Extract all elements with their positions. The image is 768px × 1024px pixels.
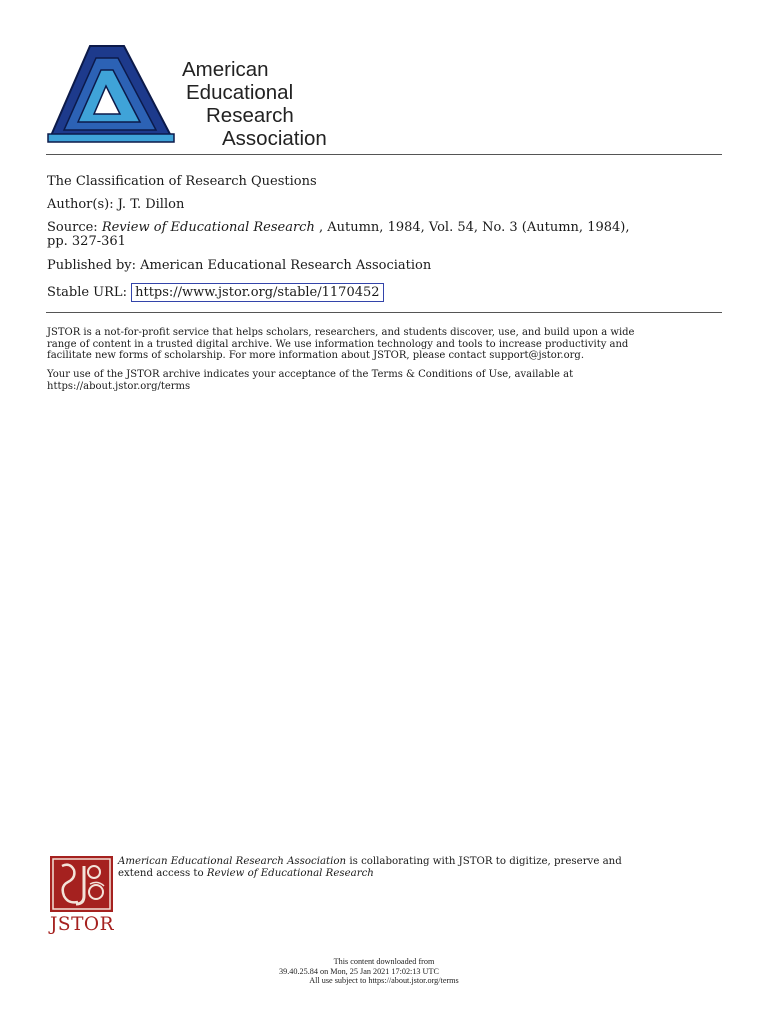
source-line (47, 220, 727, 235)
source-pages: pp. 327-361 (47, 234, 126, 249)
top-divider (46, 154, 722, 155)
aera-logo (46, 42, 342, 150)
aera-logo-text (182, 58, 327, 150)
authors-line (47, 197, 727, 212)
notice-terms-link[interactable]: https://about.jstor.org/terms (47, 380, 191, 392)
notice-line: JSTOR is a not-for-profit service that helps scholars, researchers, and students discover, use, and build upon a wide (47, 327, 635, 338)
article-title: The Classification of Research Questions (47, 174, 317, 189)
jstor-wordmark: JSTOR (50, 914, 115, 935)
footer-line: 39.40.25.84 on Mon, 25 Jan 2021 17:02:13 UTC (279, 966, 439, 976)
stable-url-link[interactable]: https://www.jstor.org/stable/1170452 (131, 283, 383, 302)
authors-label: Author(s): (47, 197, 114, 212)
notice-line: Your use of the JSTOR archive indicates your acceptance of the Terms & Conditions of Use, available at (47, 369, 574, 380)
footer-line: This content downloaded from (333, 957, 435, 966)
notice-line: facilitate new forms of scholarship. For more information about JSTOR, please contact support@jstor.org. (47, 350, 584, 361)
logo-line-1: American (182, 58, 269, 81)
collab-prefix: extend access to (118, 868, 207, 879)
source-label: Source: (47, 220, 98, 235)
publisher-value: American Educational Research Association (140, 258, 432, 273)
collaboration-statement (118, 856, 718, 880)
jstor-emblem-icon (50, 856, 113, 912)
authors-value: J. T. Dillon (117, 197, 185, 212)
collab-org: American Educational Research Association (118, 856, 347, 867)
notice-line: range of content in a trusted digital archive. We use information technology and tools to increase productivity and (47, 338, 629, 350)
aera-triangle-logo-icon (46, 42, 176, 146)
download-footer (0, 957, 768, 986)
jstor-notice-paragraph-2 (47, 369, 727, 392)
logo-line-3: Research (206, 104, 294, 127)
logo-line-2: Educational (186, 81, 294, 104)
bottom-divider (46, 312, 722, 313)
collab-journal: Review of Educational Research (206, 868, 374, 879)
logo-line-4: Association (222, 127, 327, 150)
source-journal: Review of Educational Research (101, 220, 315, 235)
source-details: , Autumn, 1984, Vol. 54, No. 3 (Autumn, 1984), (314, 220, 630, 235)
footer-line: All use subject to https://about.jstor.org/terms (309, 976, 459, 985)
publisher-line (47, 258, 727, 273)
stable-url-label: Stable URL: (47, 285, 127, 300)
collab-text: is collaborating with JSTOR to digitize, preserve and (346, 856, 622, 867)
stable-url-line (47, 285, 727, 300)
jstor-notice-paragraph-1 (47, 327, 727, 362)
jstor-logo (50, 856, 113, 934)
publisher-label: Published by: (47, 258, 136, 273)
